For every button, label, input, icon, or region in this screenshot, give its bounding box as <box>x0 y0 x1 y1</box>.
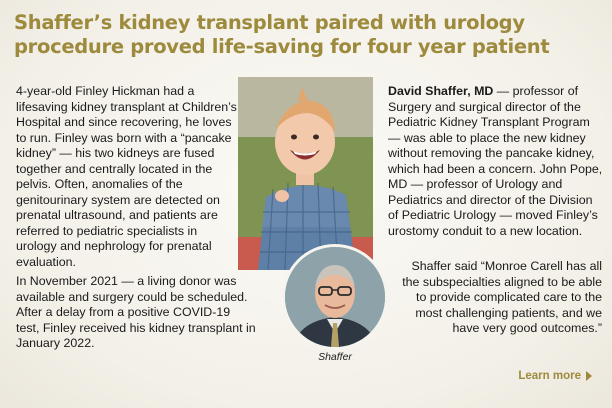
paragraph-quote: Shaffer said “Monroe Carell has all the subspecialties aligned to be able to provide complicated care to the most challenging patients, and we have very good outcomes.” <box>402 259 602 336</box>
learn-more-label[interactable]: Learn more <box>518 370 581 382</box>
paragraph-surgery: In November 2021 — a living donor was available and surgery could be scheduled. After a delay from a positive COVID-19 test, Finley received his kidney transplant in January 2022. <box>16 274 256 351</box>
paragraph-intro: 4-year-old Finley Hickman had a lifesaving kidney transplant at Children’s Hospital and since recovering, he loves to run. Finley was born with a “pancake kidney” — his two kidneys are fused together and centrally located in the pelvis. Often, anomalies of the genitourinary system are detected on prenatal ultrasound, and patients are referred to pediatric specialists in urology and nephrology for prenatal evaluation. <box>16 84 237 270</box>
paragraph-shaffer <box>388 84 603 239</box>
paragraph-shaffer-text: — professor of Surgery and surgical director of the Pediatric Kidney Transplant Program — was able to place the new kidney without removing the pancake kidney, which had been a concern. John Pope, MD — professor of Urology and Pediatrics and director of the Division of Pediatric Urology — moved Finley’s urostomy conduit to a new location. <box>388 84 603 238</box>
learn-more-link[interactable] <box>518 370 592 382</box>
patient-photo <box>238 77 373 270</box>
article-title: Shaffer’s kidney transplant paired with urology procedure proved life-saving for four year patient <box>14 11 550 58</box>
doctor-portrait <box>285 247 385 347</box>
doctor-name: David Shaffer, MD <box>388 84 494 98</box>
portrait-caption: Shaffer <box>318 351 352 363</box>
arrow-right-icon <box>586 371 592 381</box>
